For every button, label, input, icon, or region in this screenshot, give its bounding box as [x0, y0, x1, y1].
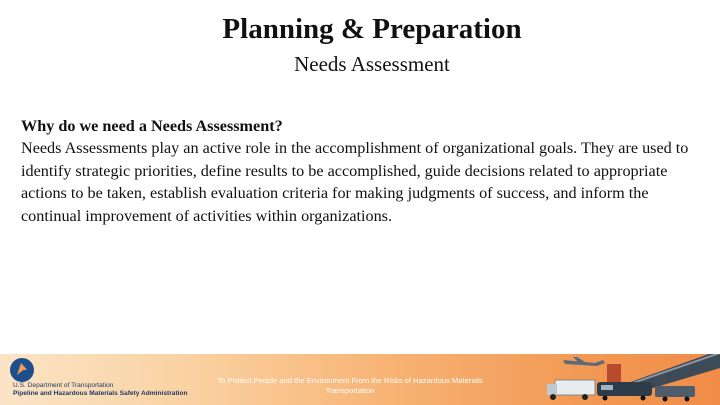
- slide-title: Planning & Preparation: [222, 13, 522, 45]
- tank-icon: [607, 364, 621, 382]
- slide-subtitle: Needs Assessment: [294, 52, 450, 76]
- footer-tagline: To Protect People and the Environment From the Risks of Hazardous Materials Transportation: [217, 376, 483, 395]
- body-paragraph: Needs Assessments play an active role in the accomplishment of organizational goals. They are used to identify strategic priorities, define results to be accomplished, guide decisions related to appropriate actions to be taken, establish evaluation criteria for making judgments of success, and inform the continual improvement of activities within organizations.: [21, 139, 689, 225]
- body-question: Why do we need a Needs Assessment?: [21, 117, 283, 135]
- truck-icon: [555, 380, 595, 395]
- administration-name: Pipeline and Hazardous Materials Safety Administration: [13, 390, 188, 397]
- footer-banner: [0, 354, 720, 405]
- department-name: U.S. Department of Transportation: [13, 382, 114, 389]
- slide-body: [21, 115, 696, 227]
- transport-art-icon: [545, 354, 720, 405]
- dot-logo-icon: [10, 358, 34, 382]
